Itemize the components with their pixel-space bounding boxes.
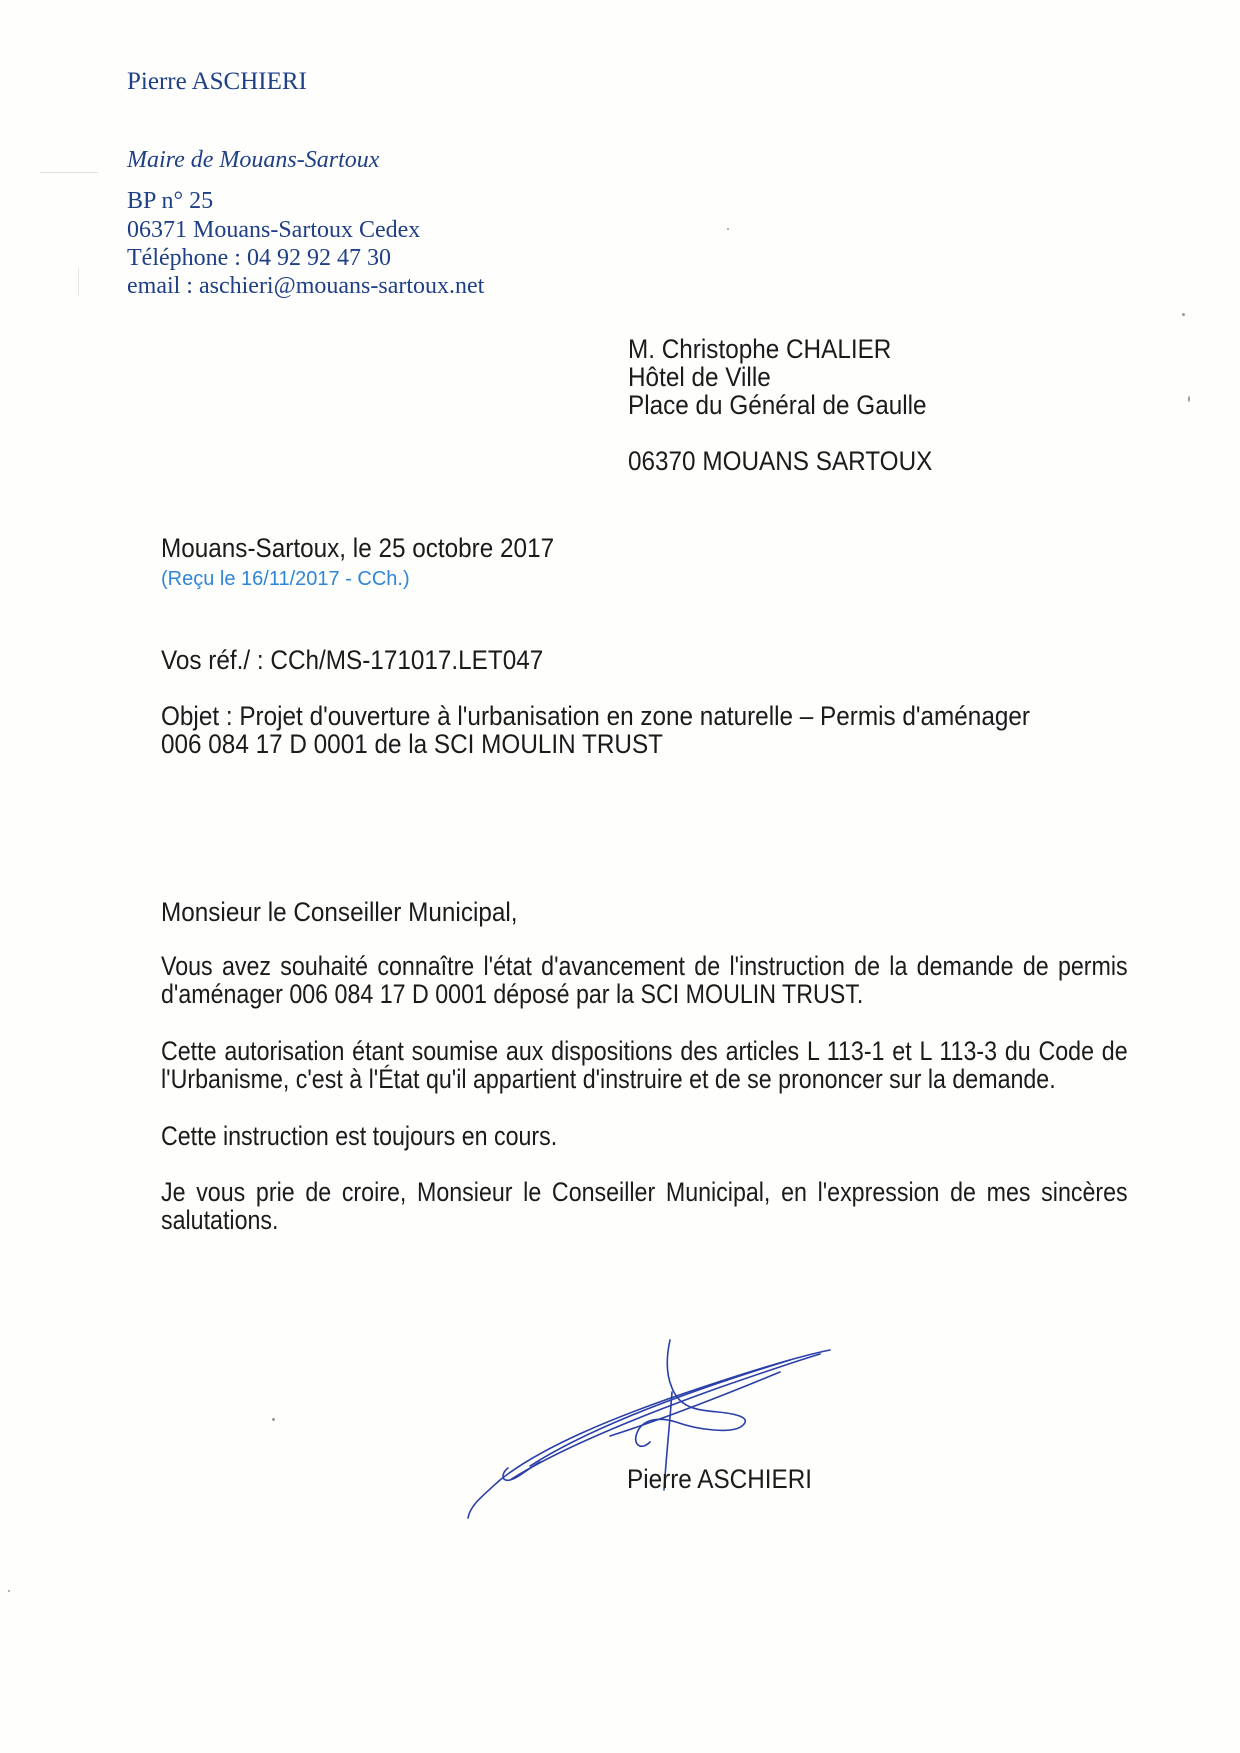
sender-city: 06371 Mouans-Sartoux Cedex (127, 217, 421, 243)
body-paragraph (161, 1122, 1128, 1150)
body-paragraph (161, 952, 1128, 1008)
scan-speck (1188, 396, 1190, 402)
paragraph-line: salutations. (161, 1205, 279, 1235)
body-paragraph (161, 1178, 1128, 1234)
sender-phone: Téléphone : 04 92 92 47 30 (127, 245, 391, 271)
salutation: Monsieur le Conseiller Municipal, (161, 897, 518, 927)
paragraph-line: l'Urbanisme, c'est à l'État qu'il appartient d'instruire et de se prononcer sur la demande. (161, 1064, 1056, 1094)
scan-speck (78, 268, 79, 296)
recipient-address-line2: Place du Général de Gaulle (628, 390, 927, 420)
paragraph-line: Cette instruction est toujours en cours. (161, 1121, 558, 1151)
sender-email: email : aschieri@mouans-sartoux.net (127, 273, 485, 299)
recipient-postal: 06370 MOUANS SARTOUX (628, 446, 933, 476)
scan-speck (40, 172, 98, 173)
received-note: (Reçu le 16/11/2017 - CCh.) (161, 568, 410, 590)
recipient-address-line1: Hôtel de Ville (628, 362, 771, 392)
sender-title: Maire de Mouans-Sartoux (127, 147, 380, 173)
paragraph-line: Je vous prie de croire, Monsieur le Conseiller Municipal, en l'expression de mes sincères (161, 1177, 1128, 1207)
paragraph-line: d'aménager 006 084 17 D 0001 déposé par la SCI MOULIN TRUST. (161, 979, 864, 1009)
signatory-name: Pierre ASCHIERI (627, 1464, 813, 1494)
reference-line: Vos réf./ : CCh/MS-171017.LET047 (161, 645, 544, 675)
scan-speck (8, 1590, 10, 1592)
sender-name: Pierre ASCHIERI (127, 68, 307, 95)
scan-speck (727, 228, 729, 230)
sender-bp: BP n° 25 (127, 188, 214, 214)
subject-line-2: 006 084 17 D 0001 de la SCI MOULIN TRUST (161, 729, 664, 759)
scan-speck (1182, 313, 1185, 316)
body-paragraph (161, 1037, 1128, 1093)
scan-speck (272, 1418, 275, 1421)
paragraph-line: Vous avez souhaité connaître l'état d'avancement de l'instruction de la demande de permis (161, 951, 1128, 981)
recipient-name: M. Christophe CHALIER (628, 334, 892, 364)
subject-line-1: Objet : Projet d'ouverture à l'urbanisation en zone naturelle – Permis d'aménager (161, 701, 1030, 731)
handwritten-signature (460, 1330, 840, 1530)
date-line: Mouans-Sartoux, le 25 octobre 2017 (161, 533, 555, 563)
paragraph-line: Cette autorisation étant soumise aux dispositions des articles L 113-1 et L 113-3 du Code de (161, 1036, 1128, 1066)
